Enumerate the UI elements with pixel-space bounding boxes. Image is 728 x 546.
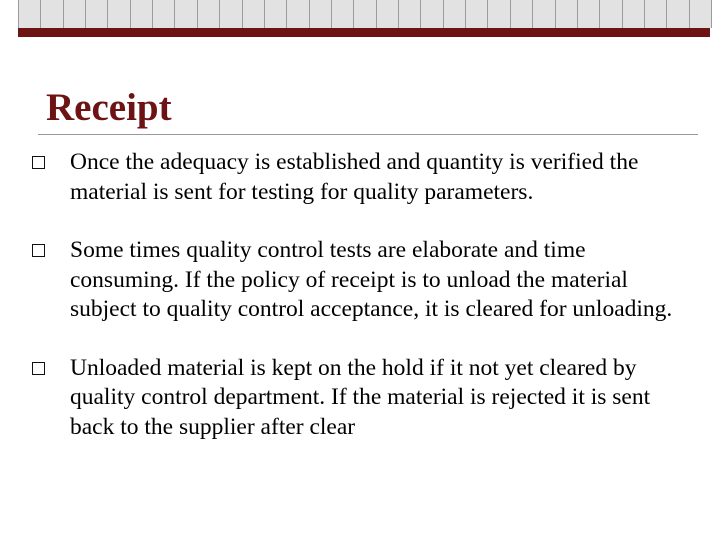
bullet-text: Some times quality control tests are elaborate and time consuming. If the policy of receipt is to unload the material subject to quality control acceptance, it is cleared for unloading. xyxy=(70,237,673,322)
band-cell xyxy=(175,0,196,28)
band-cell xyxy=(243,0,264,28)
band-cell xyxy=(444,0,465,28)
square-bullet-icon xyxy=(32,156,45,169)
band-cell xyxy=(310,0,331,28)
band-cell xyxy=(19,0,40,28)
bullet-text: Unloaded material is kept on the hold if it not yet cleared by quality control department. If the material is rejected it is sent back to the supplier after clear xyxy=(70,354,651,440)
band-cell xyxy=(153,0,174,28)
band-cell xyxy=(466,0,487,28)
band-cell xyxy=(64,0,85,28)
band-cell xyxy=(556,0,577,28)
bullet-list xyxy=(32,148,700,471)
bullet-item xyxy=(32,236,700,325)
band-cell xyxy=(533,0,554,28)
slide-title: Receipt xyxy=(46,86,172,129)
band-cell xyxy=(690,0,711,28)
band-cell xyxy=(421,0,442,28)
band-cell xyxy=(377,0,398,28)
square-bullet-icon xyxy=(32,362,45,375)
bullet-item xyxy=(32,354,700,443)
band-cell xyxy=(220,0,241,28)
band-cell xyxy=(578,0,599,28)
band-cell xyxy=(41,0,62,28)
square-bullet-icon xyxy=(32,244,45,257)
band-cell xyxy=(511,0,532,28)
bullet-text: Once the adequacy is established and quantity is verified the material is sent for testing for quality parameters. xyxy=(70,149,639,205)
band-cell xyxy=(265,0,286,28)
top-decorative-band xyxy=(18,0,712,28)
title-divider xyxy=(38,134,698,135)
band-cell xyxy=(623,0,644,28)
band-cell xyxy=(645,0,666,28)
bullet-item xyxy=(32,148,700,207)
band-cell xyxy=(86,0,107,28)
band-cell xyxy=(399,0,420,28)
band-cell xyxy=(198,0,219,28)
band-cell xyxy=(332,0,353,28)
band-cell xyxy=(131,0,152,28)
band-cell xyxy=(354,0,375,28)
top-accent-rule xyxy=(18,28,710,37)
band-cell xyxy=(667,0,688,28)
band-cell xyxy=(108,0,129,28)
band-cell xyxy=(488,0,509,28)
band-cell xyxy=(600,0,621,28)
band-cell xyxy=(287,0,308,28)
